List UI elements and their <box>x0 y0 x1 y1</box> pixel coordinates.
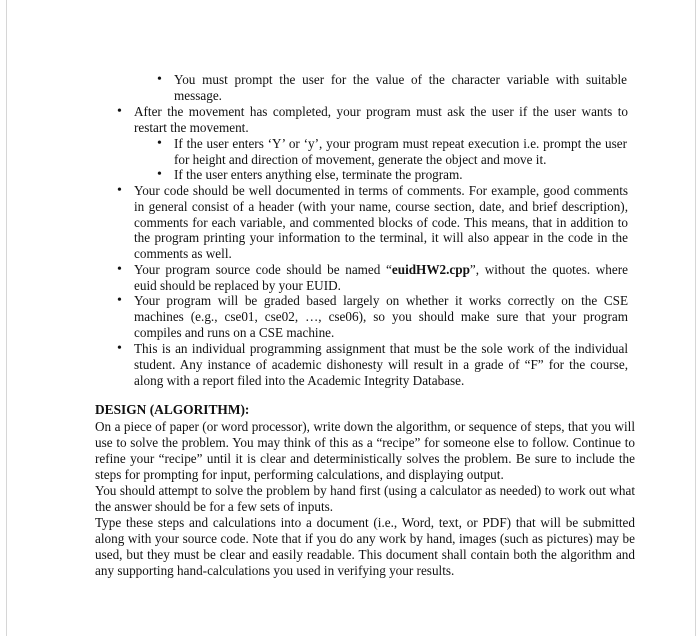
bullet-text: You must prompt the user for the value of the character variable with suitable message. <box>174 72 627 103</box>
bullet-text: If the user enters anything else, terminate the program. <box>174 167 463 182</box>
bullet-academic-integrity <box>117 341 628 388</box>
design-paragraph-algorithm: On a piece of paper (or word processor), write down the algorithm, or sequence of steps, that you will use to solve the problem. You may think of this as a “recipe” for someone else to follow. Continue to refine your “recipe” until it is clear and deterministically solves the problem. Be sure to include the steps for prompting for input, performing calculations, and displaying output. <box>95 419 635 482</box>
bullet-dot-icon: • <box>117 104 122 119</box>
bullet-dot-icon: • <box>117 293 122 308</box>
bullet-dot-icon: • <box>117 183 122 198</box>
design-section <box>95 402 635 579</box>
filename-text: euidHW2.cpp <box>391 262 470 277</box>
bullet-text: If the user enters ‘Y’ or ‘y’, your program must repeat execution i.e. prompt the user for height and direction of movement, generate the object and move it. <box>174 136 627 167</box>
bullet-text: After the movement has completed, your program must ask the user if the user wants to restart the movement. <box>134 104 628 135</box>
bullet-restart-movement <box>117 104 628 136</box>
bullet-dot-icon: • <box>117 341 122 356</box>
bullet-documentation <box>117 183 628 262</box>
bullet-text: Your program will be graded based largely on whether it works correctly on the CSE machines (e.g., cse01, cse02, …, cse06), so you should make sure that your program compiles and runs on a CSE machine. <box>134 293 628 340</box>
bullet-text-before: Your program source code should be named “ <box>134 262 392 277</box>
bullet-dot-icon: • <box>157 136 162 151</box>
bullet-source-filename <box>117 262 628 294</box>
design-paragraph-document: Type these steps and calculations into a document (i.e., Word, text, or PDF) that will be submitted along with your source code. Note that if you do any work by hand, images (such as pictures) may be used, but they must be clear and easily readable. This document shall contain both the algorithm and any supporting hand-calculations you used in verifying your results. <box>95 515 635 578</box>
bullet-dot-icon: • <box>117 262 122 277</box>
bullet-dot-icon: • <box>157 167 162 182</box>
bullet-text: Your code should be well documented in terms of comments. For example, good comments in general consist of a header (with your name, course section, date, and brief description), comments for each variable, and commented blocks of code. This means, that in addition to the program printing your information to the terminal, it will also appear in the code in the comments as well. <box>134 183 628 262</box>
design-heading: DESIGN (ALGORITHM): <box>95 402 250 417</box>
bullet-text: This is an individual programming assignment that must be the sole work of the individual student. Any instance of academic dishonesty will result in a grade of “F” for the course, along with a report filed into the Academic Integrity Database. <box>134 341 628 388</box>
bullet-prompt-character <box>157 72 627 104</box>
bullet-dot-icon: • <box>157 72 162 87</box>
bullet-grading <box>117 293 628 340</box>
bullet-text-after: ”, without the quotes. where euid should be replaced by your EUID. <box>134 262 628 293</box>
document-page <box>6 0 696 636</box>
bullet-user-enters-y <box>157 136 627 168</box>
design-paragraph-by-hand: You should attempt to solve the problem by hand first (using a calculator as needed) to work out what the answer should be for a few sets of inputs. <box>95 483 635 514</box>
bullet-user-enters-else <box>157 167 627 183</box>
